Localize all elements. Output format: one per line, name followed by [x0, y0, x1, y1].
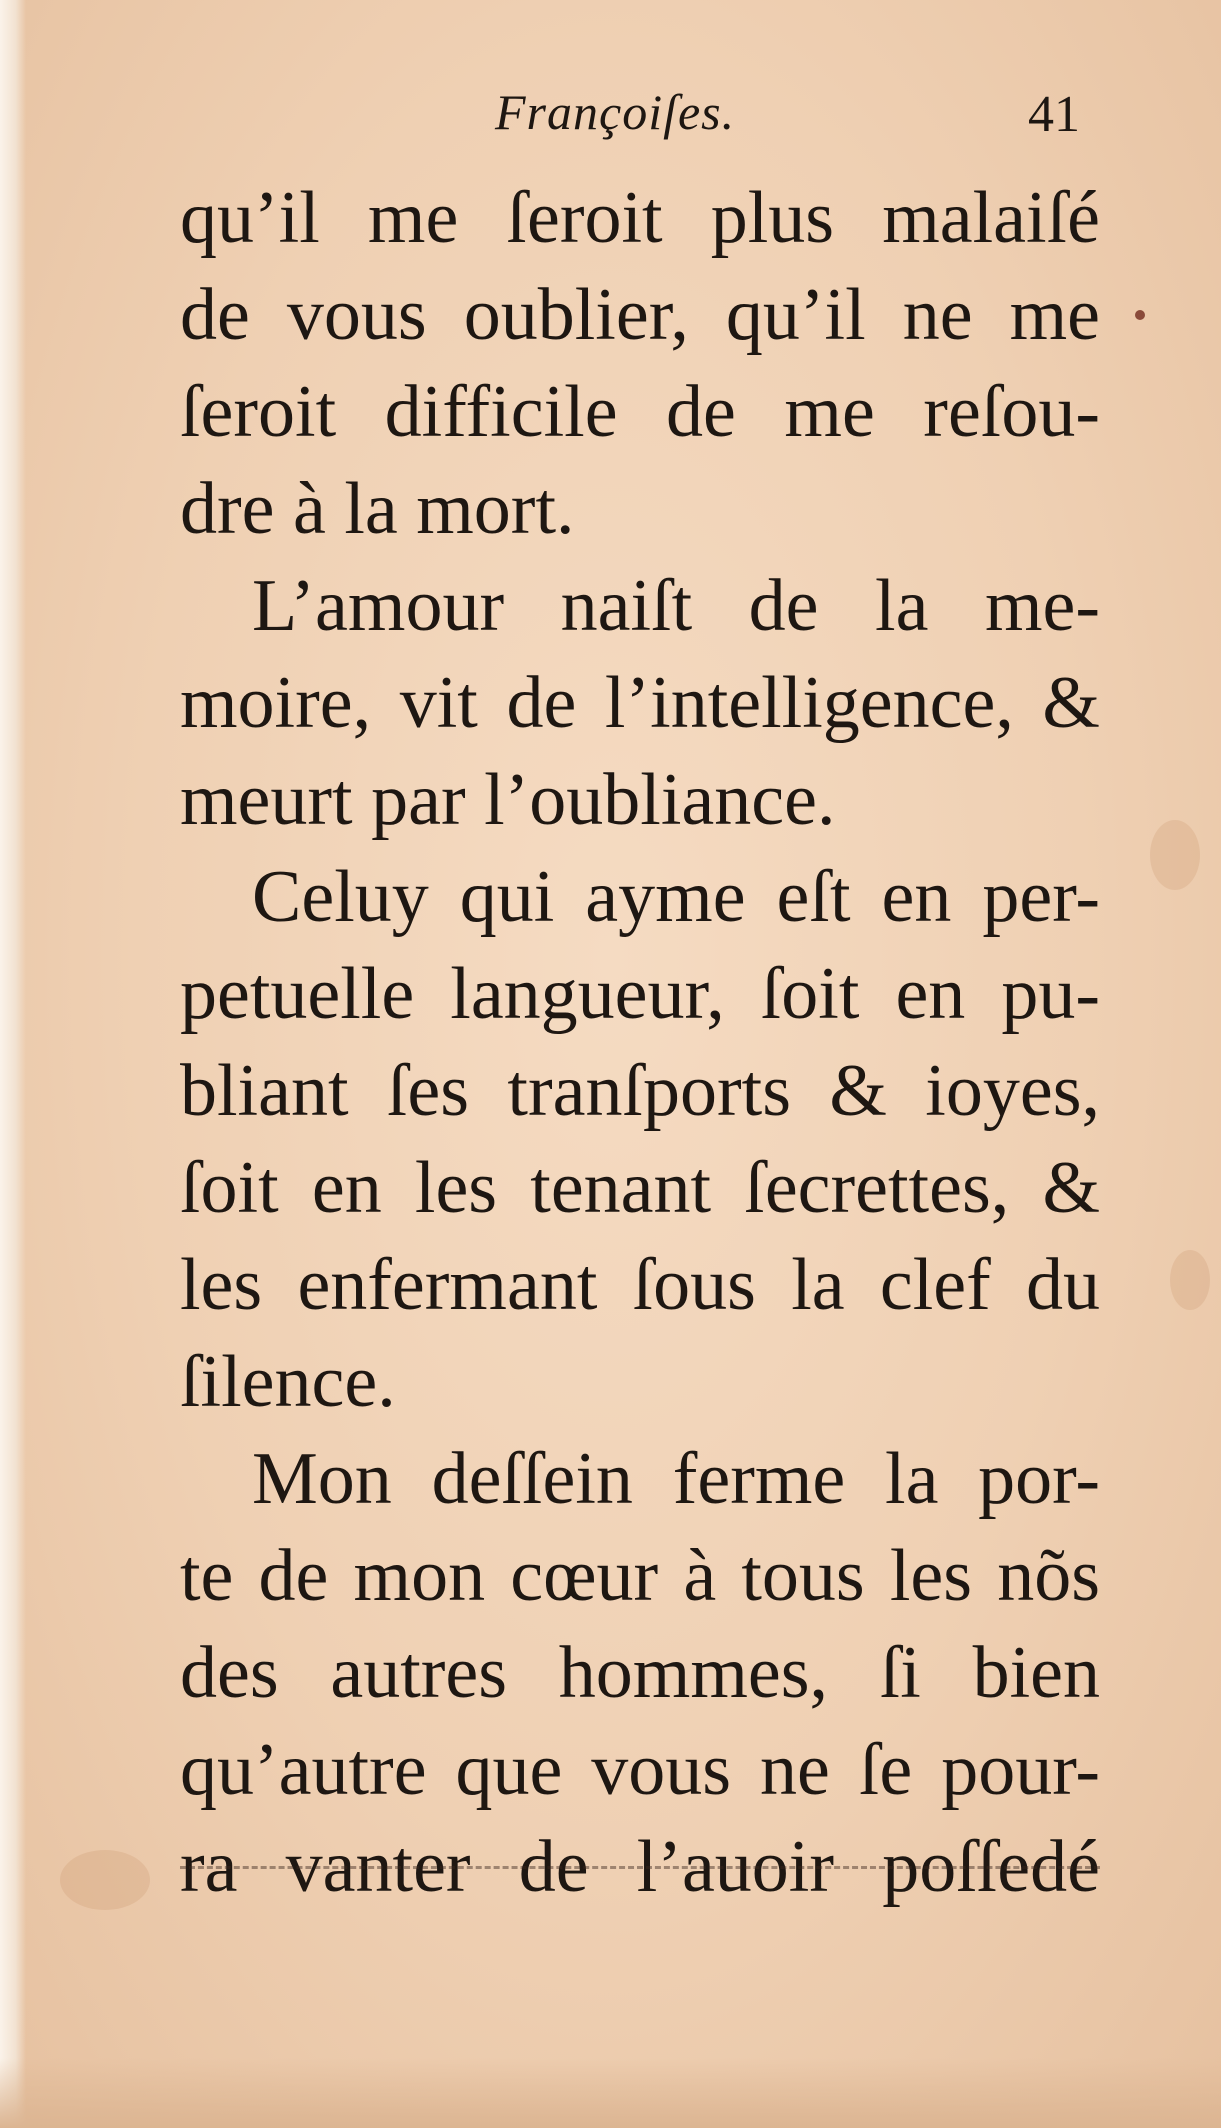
text-line: qu’il me ſeroit plus malaiſé	[180, 177, 1100, 259]
page-text	[180, 170, 1100, 1916]
text-line: te de mon cœur à tous les nõs	[180, 1535, 1100, 1617]
text-line: dre à la mort.	[180, 468, 575, 550]
text-line: Mon deſſein ferme la por-	[252, 1438, 1100, 1520]
text-line: de vous oublier, qu’il ne me	[180, 274, 1100, 356]
text-line: des autres hommes, ſi bien	[180, 1632, 1100, 1714]
page-bottom-edge	[0, 2058, 1221, 2128]
text-line: meurt par l’oubliance.	[180, 759, 836, 841]
text-line: Celuy qui ayme eſt en per-	[252, 856, 1100, 938]
page-left-edge	[0, 0, 26, 2128]
text-line: ra vanter de l’auoir poſſedé	[180, 1826, 1100, 1908]
text-line: ſilence.	[180, 1341, 396, 1423]
text-line: ſeroit difficile de me reſou-	[180, 371, 1100, 453]
page-number: 41	[1028, 86, 1080, 143]
paper-stain	[60, 1850, 150, 1910]
text-line: ſoit en les tenant ſecrettes, &	[180, 1147, 1100, 1229]
page-header	[180, 75, 1100, 155]
margin-ink-dot	[1135, 310, 1145, 320]
bottom-rule	[180, 1866, 1100, 1869]
text-line: qu’autre que vous ne ſe pour-	[180, 1729, 1100, 1811]
paper-stain	[1170, 1250, 1210, 1310]
text-line: moire, vit de l’intelligence, &	[180, 662, 1100, 744]
text-line: petuelle langueur, ſoit en pu-	[180, 953, 1100, 1035]
paper-stain	[1150, 820, 1200, 890]
text-line: les enfermant ſous la clef du	[180, 1244, 1100, 1326]
running-head: Françoiſes.	[495, 84, 736, 140]
text-line: L’amour naiſt de la me-	[252, 565, 1100, 647]
text-line: bliant ſes tranſports & ioyes,	[180, 1050, 1100, 1132]
